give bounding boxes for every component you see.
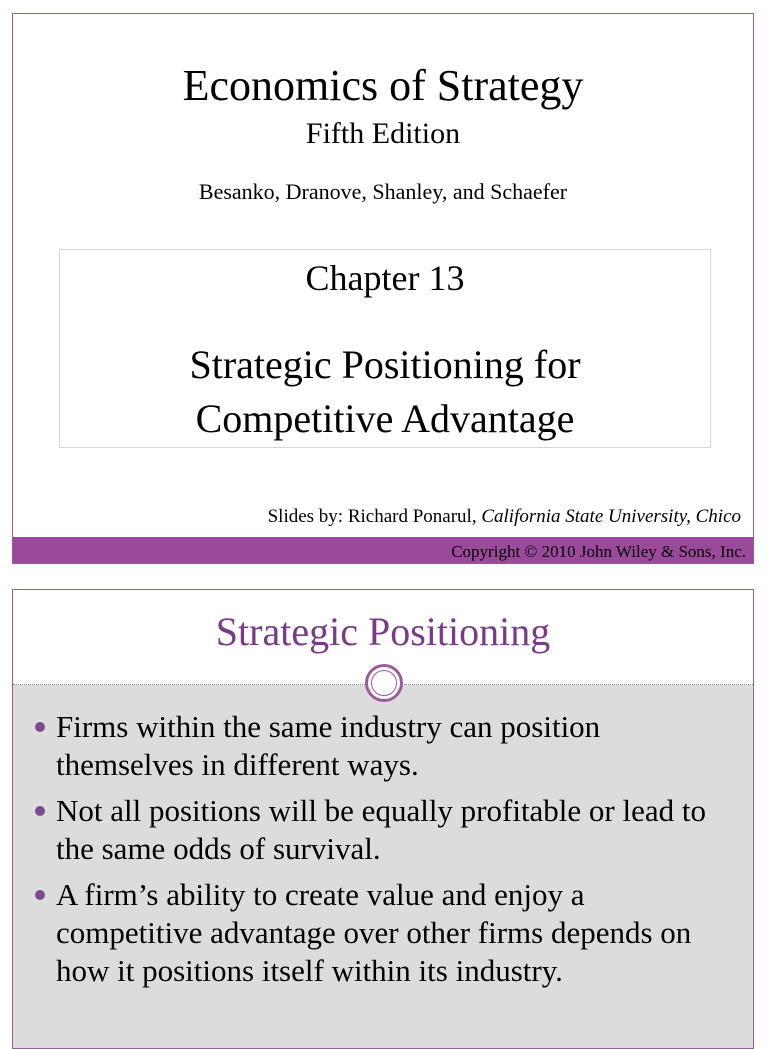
ring-icon	[365, 664, 403, 702]
bullet-item: A firm’s ability to create value and enjoy a competitive advantage over other firms depends on how it positions itself within its industry.	[33, 876, 733, 990]
bullet-list	[33, 708, 733, 998]
book-title: Economics of Strategy	[182, 61, 584, 110]
copyright-notice: Copyright © 2010 John Wiley & Sons, Inc.	[451, 542, 746, 561]
chapter-title	[60, 338, 710, 446]
chapter-title-line-1: Strategic Positioning for	[189, 342, 581, 387]
footer-bar	[13, 537, 753, 564]
bullet-item: Firms within the same industry can position themselves in different ways.	[33, 708, 733, 784]
chapter-box	[59, 249, 711, 448]
credits-affiliation: California State University, Chico	[481, 506, 741, 527]
slide-credits	[268, 505, 741, 529]
book-edition: Fifth Edition	[305, 117, 461, 150]
chapter-title-line-2: Competitive Advantage	[195, 396, 575, 441]
credits-prefix: Slides by: Richard Ponarul,	[267, 506, 482, 527]
content-slide	[12, 589, 754, 1049]
bullet-item: Not all positions will be equally profitable or lead to the same odds of survival.	[33, 792, 733, 868]
title-slide	[12, 13, 754, 564]
book-authors: Besanko, Dranove, Shanley, and Schaefer	[198, 179, 568, 204]
slide-title: Strategic Positioning	[215, 609, 551, 654]
chapter-number: Chapter 13	[305, 258, 465, 298]
